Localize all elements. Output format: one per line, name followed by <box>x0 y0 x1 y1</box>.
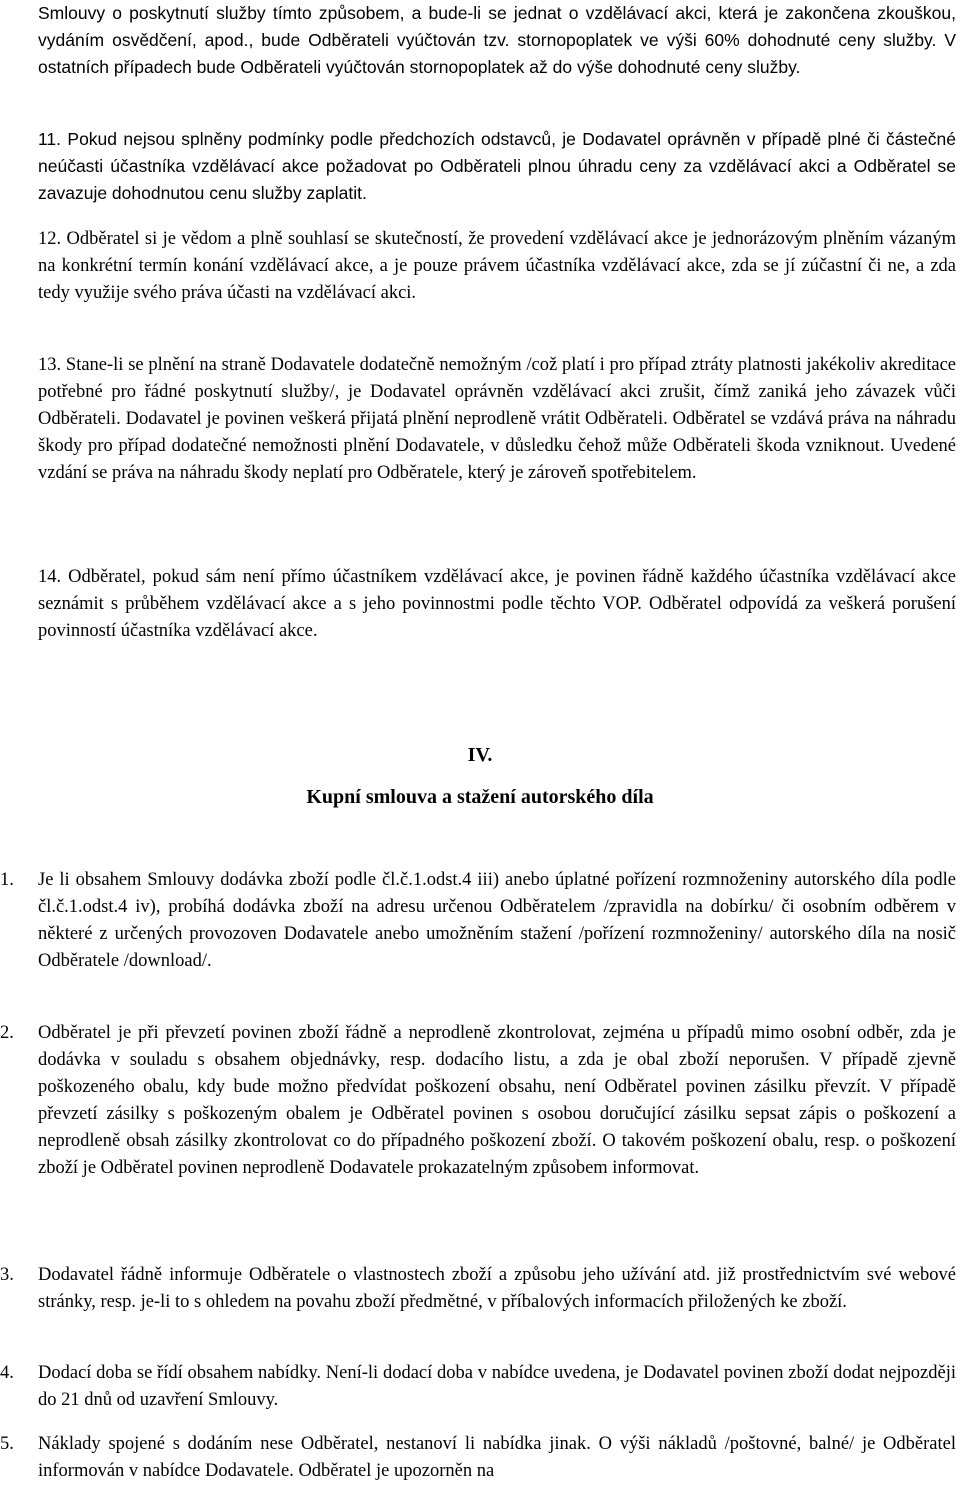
item-number: 4. <box>0 1363 14 1383</box>
clause-11 <box>38 126 956 207</box>
section4-item-2 <box>0 1020 956 1182</box>
section4-item-3 <box>0 1262 956 1316</box>
section4-item-4 <box>0 1360 956 1414</box>
section-numeral: IV. <box>467 744 493 766</box>
item-text: Dodavatel řádně informuje Odběratele o vlastnostech zboží a způsobu jeho užívání atd. již prostřednictvím své webové stránky, resp. je-li to s ohledem na povahu zboží předmětné, v příbalových informacích přiložených ke zboží. <box>38 1265 956 1312</box>
item-number: 5. <box>0 1434 14 1454</box>
clause-number: 14. <box>38 567 62 587</box>
item-number: 1. <box>0 870 14 890</box>
section4-item-5 <box>0 1431 956 1485</box>
clause-12 <box>38 226 956 307</box>
clause-number: 12. <box>38 229 62 249</box>
intro-text: Smlouvy o poskytnutí služby tímto způsobem, a bude-li se jednat o vzdělávací akci, která je zakončena zkouškou, vydáním osvědčení, apod., bude Odběrateli vyúčtován tzv. stornopoplatek ve výši 60% dohodnuté ceny služby. V ostatních případech bude Odběrateli vyúčtován stornopoplatek až do výše dohodnuté ceny služby. <box>38 3 956 77</box>
item-number: 3. <box>0 1265 14 1285</box>
item-text: Je li obsahem Smlouvy dodávka zboží podle čl.č.1.odst.4 iii) anebo úplatné pořízení rozmnoženiny autorského díla podle čl.č.1.odst.4 iv), probíhá dodávka zboží na adresu určenou Odběratelem /zpravidla na dobírku/ či osobním odběrem v některé z určených provozoven Dodavatele anebo umožněním stažení /pořízení rozmnoženiny/ autorského díla na nosič Odběratele /download/. <box>38 870 956 971</box>
item-text: Náklady spojené s dodáním nese Odběratel, nestanoví li nabídka jinak. O výši nákladů /poštovné, balné/ je Odběratel informován v nabídce Dodavatele. Odběratel je upozorněn na <box>38 1434 956 1481</box>
item-number: 2. <box>0 1023 14 1043</box>
intro-paragraph <box>38 0 956 81</box>
clause-text: Stane-li se plnění na straně Dodavatele dodatečně nemožným /což platí i pro případ ztráty platnosti jakékoliv akreditace potřebné pro řádné poskytnutí služby/, je Dodavatel oprávněn vzdělávací akci zrušit, čímž zaniká jeho závazek vůči Odběrateli. Dodavatel je povinen veškerá přijatá plnění neprodleně vrátit Odběrateli. Odběratel se vzdává práva na náhradu škody pro případ dodatečné nemožnosti plnění Dodavatele, v důsledku čehož může Odběrateli škoda vzniknout. Uvedené vzdání se práva na náhradu škody neplatí pro Odběratele, který je zároveň spotřebitelem. <box>38 355 956 483</box>
clause-number: 13. <box>38 355 62 375</box>
clause-number: 11. <box>38 129 62 149</box>
item-text: Odběratel je při převzetí povinen zboží řádně a neprodleně zkontrolovat, zejména u případů mimo osobní odběr, zda je dodávka v souladu s obsahem objednávky, resp. dodacího listu, a zda je obal zboží neporušen. V případě zjevně poškozeného obalu, kdy bude možno předvídat poškození obsahu, není Odběratel povinen zásilku převzít. V případě převzetí zásilky s poškozeným obalem je Odběratel povinen s osobou doručující zásilku sepsat zápis o poškození a neprodleně obsah zásilky zkontrolovat co do případného poškození zboží. O takovém poškození obalu, resp. o poškození zboží je Odběratel povinen neprodleně Dodavatele prokazatelným způsobem informovat. <box>38 1023 956 1178</box>
section4-item-1 <box>0 867 956 975</box>
item-text: Dodací doba se řídí obsahem nabídky. Není-li dodací doba v nabídce uvedena, je Dodavatel povinen zboží dodat nejpozději do 21 dnů od uzavření Smlouvy. <box>38 1363 956 1410</box>
clause-text: Pokud nejsou splněny podmínky podle předchozích odstavců, je Dodavatel oprávněn v případě plné či částečné neúčasti účastníka vzdělávací akce požadovat po Odběrateli plnou úhradu ceny za vzdělávací akci a Odběratel se zavazuje dohodnutou cenu služby zaplatit. <box>38 129 956 203</box>
clause-text: Odběratel, pokud sám není přímo účastníkem vzdělávací akce, je povinen řádně každého účastníka vzdělávací akce seznámit s průběhem vzdělávací akce a s jeho povinnostmi podle těchto VOP. Odběratel odpovídá za veškerá porušení povinností účastníka vzdělávací akce. <box>38 567 957 641</box>
clause-14 <box>38 564 956 645</box>
clause-text: Odběratel si je vědom a plně souhlasí se skutečností, že provedení vzdělávací akce je jednorázovým plněním vázaným na konkrétní termín konání vzdělávací akce, a je pouze právem účastníka vzdělávací akce, zda se jí zúčastní či ne, a zda tedy využije svého práva účasti na vzdělávací akci. <box>38 229 957 303</box>
section-title: Kupní smlouva a stažení autorského díla <box>306 786 654 808</box>
clause-13 <box>38 352 956 487</box>
